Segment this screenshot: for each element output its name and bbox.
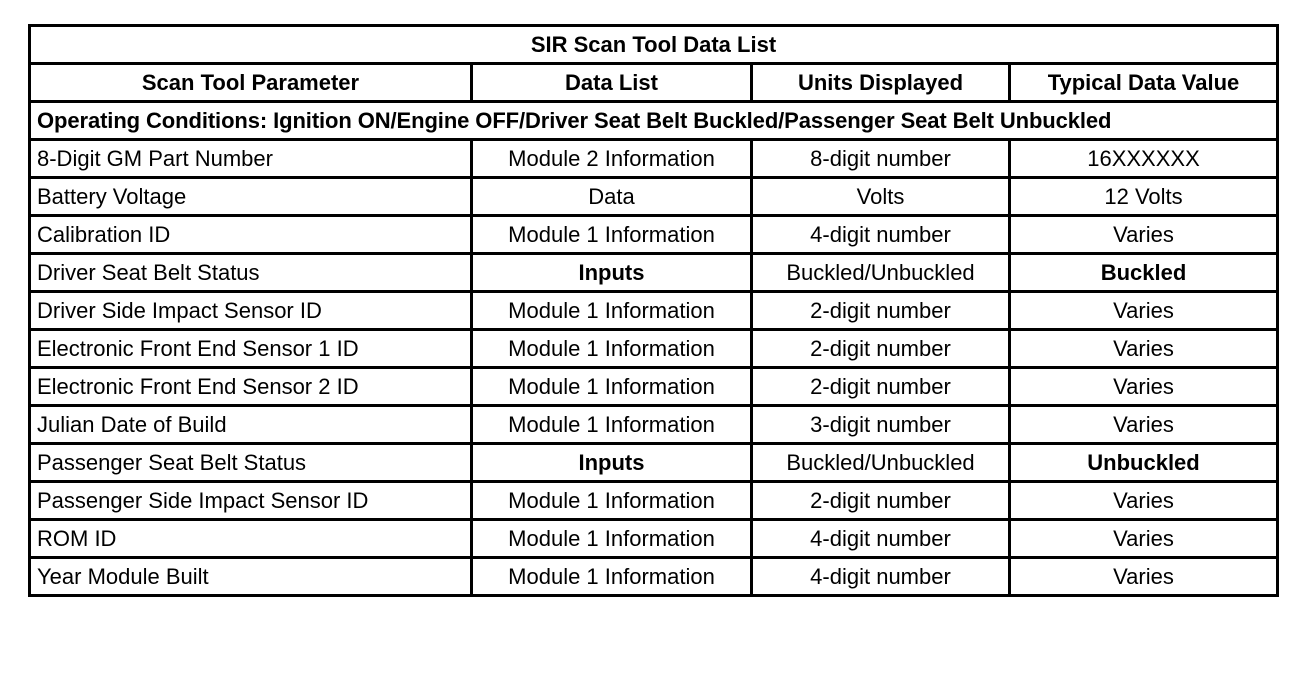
header-typical-data-value: Typical Data Value [1010,64,1278,102]
cell-typical-value: Varies [1010,292,1278,330]
cell-parameter: ROM ID [30,520,472,558]
cell-typical-value: 12 Volts [1010,178,1278,216]
cell-data-list: Module 1 Information [472,330,752,368]
cell-parameter: Electronic Front End Sensor 1 ID [30,330,472,368]
cell-data-list: Module 1 Information [472,482,752,520]
cell-units: 2-digit number [752,482,1010,520]
cell-typical-value: Varies [1010,558,1278,596]
cell-typical-value: Unbuckled [1010,444,1278,482]
header-data-list: Data List [472,64,752,102]
table-row [30,520,1278,558]
table-row [30,406,1278,444]
cell-typical-value: Varies [1010,216,1278,254]
cell-typical-value: Varies [1010,368,1278,406]
table-row [30,140,1278,178]
cell-data-list: Inputs [472,254,752,292]
table-body [30,140,1278,596]
header-units-displayed: Units Displayed [752,64,1010,102]
table-row [30,292,1278,330]
cell-parameter: Calibration ID [30,216,472,254]
table-row [30,216,1278,254]
operating-conditions: Operating Conditions: Ignition ON/Engine OFF/Driver Seat Belt Buckled/Passenger Seat Belt Unbuckled [30,102,1278,140]
cell-data-list: Module 1 Information [472,292,752,330]
cell-parameter: Driver Side Impact Sensor ID [30,292,472,330]
cell-units: 4-digit number [752,520,1010,558]
cell-data-list: Inputs [472,444,752,482]
cell-parameter: Passenger Side Impact Sensor ID [30,482,472,520]
table-row [30,330,1278,368]
table-row [30,178,1278,216]
cell-data-list: Module 1 Information [472,520,752,558]
cell-parameter: Year Module Built [30,558,472,596]
cell-units: 2-digit number [752,330,1010,368]
cell-units: Volts [752,178,1010,216]
scan-tool-data-table [28,24,1279,597]
cell-units: Buckled/Unbuckled [752,444,1010,482]
table-row [30,482,1278,520]
cell-units: 2-digit number [752,368,1010,406]
cell-units: Buckled/Unbuckled [752,254,1010,292]
cell-parameter: 8-Digit GM Part Number [30,140,472,178]
cell-parameter: Julian Date of Build [30,406,472,444]
cell-typical-value: Varies [1010,482,1278,520]
cell-units: 4-digit number [752,216,1010,254]
table-row [30,254,1278,292]
cell-typical-value: Varies [1010,406,1278,444]
cell-data-list: Module 2 Information [472,140,752,178]
conditions-row [30,102,1278,140]
table-row [30,368,1278,406]
cell-parameter: Driver Seat Belt Status [30,254,472,292]
cell-parameter: Battery Voltage [30,178,472,216]
cell-units: 4-digit number [752,558,1010,596]
cell-units: 2-digit number [752,292,1010,330]
cell-data-list: Module 1 Information [472,368,752,406]
cell-typical-value: Buckled [1010,254,1278,292]
header-row [30,64,1278,102]
cell-parameter: Electronic Front End Sensor 2 ID [30,368,472,406]
cell-data-list: Module 1 Information [472,406,752,444]
table-row [30,444,1278,482]
title-row [30,26,1278,64]
table-row [30,558,1278,596]
header-scan-tool-parameter: Scan Tool Parameter [30,64,472,102]
cell-typical-value: Varies [1010,330,1278,368]
cell-typical-value: 16XXXXXX [1010,140,1278,178]
cell-units: 8-digit number [752,140,1010,178]
cell-units: 3-digit number [752,406,1010,444]
cell-data-list: Data [472,178,752,216]
cell-typical-value: Varies [1010,520,1278,558]
cell-parameter: Passenger Seat Belt Status [30,444,472,482]
cell-data-list: Module 1 Information [472,558,752,596]
cell-data-list: Module 1 Information [472,216,752,254]
table-title: SIR Scan Tool Data List [30,26,1278,64]
